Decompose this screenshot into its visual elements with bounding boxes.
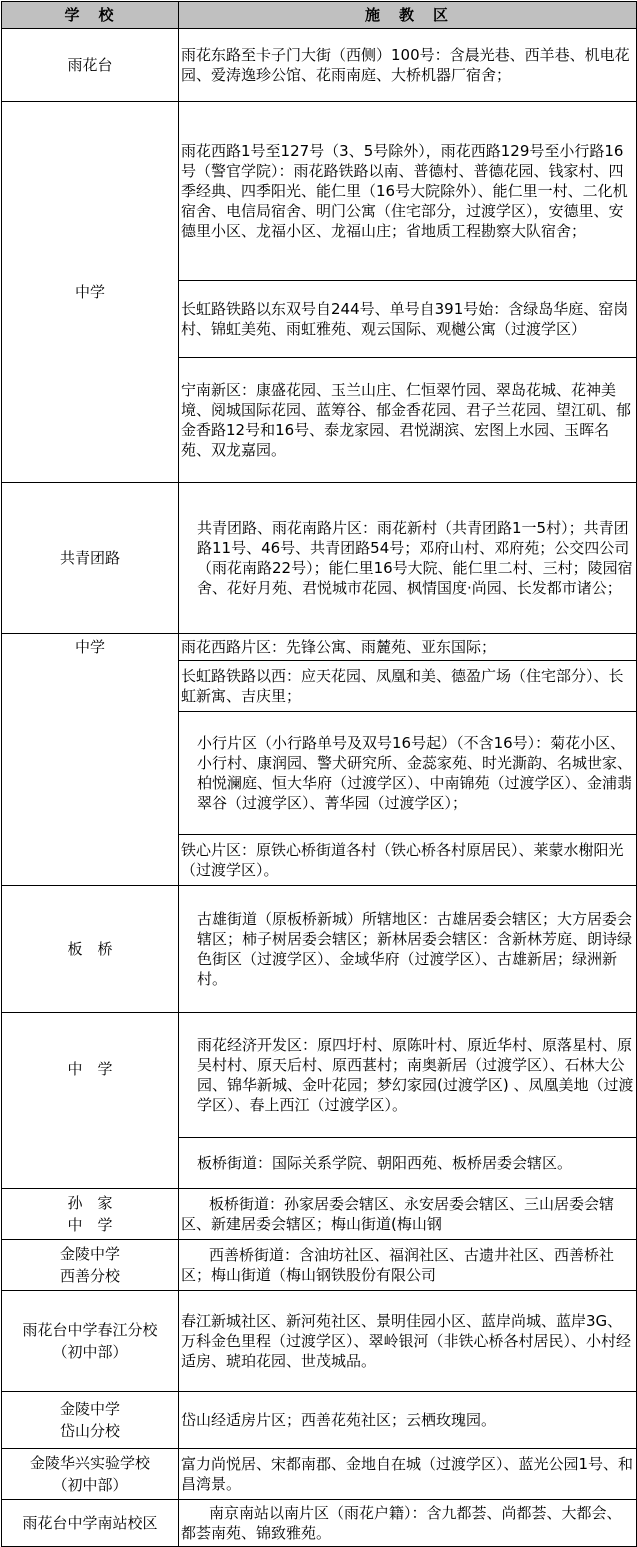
zone-cell: 雨花东路至卡子门大街（西侧）100号：含晨光巷、西羊巷、机电花园、爱涛逸珍公馆、花雨南庭、大桥机器厂宿舍；	[179, 29, 637, 102]
school-name-line: 岱山分校	[59, 1422, 120, 1440]
table-row	[2, 483, 637, 634]
zone-cell: 雨花经济开发区：原四圩村、原陈叶村、原近华村、原落星村、原吴村村、原天后村、原西葚村；南奥新居（过渡学区）、石林大公园、锦华新城、金叶花园；梦幻家园(过渡学区) 、凤凰美地（过渡学区）、春上西江（过渡学区）。	[179, 1013, 637, 1138]
school-name-line: 西善分校	[59, 1267, 120, 1285]
school-cell: 共青团路	[2, 483, 179, 634]
school-name-line: 中 学	[67, 1216, 113, 1234]
school-name-line: 雨花台中学春江分校	[22, 1321, 158, 1339]
school-name-line: 金陵华兴实验学校	[29, 1454, 150, 1472]
table-row	[2, 886, 637, 1013]
zone-cell: 长虹路铁路以东双号自244号、单号自391号始：含绿岛华庭、窑岗村、锦虹美苑、雨虹雅苑、观云国际、观樾公寓（过渡学区）	[179, 281, 637, 358]
table-row	[2, 1189, 637, 1240]
zone-cell: 板桥街道：国际关系学院、朝阳西苑、板桥居委会辖区。	[179, 1138, 637, 1189]
table-row	[2, 1291, 637, 1392]
zone-cell: 古雄街道（原板桥新城）所辖地区：古雄居委会辖区；大方居委会辖区；柿子树居委会辖区；新林居委会辖区：含新林芳庭、朗诗绿色街区（过渡学区）、金域华府（过渡学区）、古雄新居；绿洲新村。	[179, 886, 637, 1013]
school-cell	[2, 1392, 179, 1449]
school-cell	[2, 1189, 179, 1240]
school-cell: 雨花台中学南站校区	[2, 1500, 179, 1547]
table-row	[2, 29, 637, 102]
zone-cell: 春江新城社区、新河苑社区、景明佳园小区、蓝岸尚城、蓝岸3G、万科金色里程（过渡学区）、翠岭银河（非铁心桥各村居民）、小村经适房、琥珀花园、世茂城品。	[179, 1291, 637, 1392]
school-name-line: （初中部）	[52, 1476, 128, 1494]
table-row	[2, 102, 637, 281]
school-name-line: 孙 家	[67, 1194, 113, 1212]
table-row	[2, 1500, 637, 1547]
zone-cell: 富力尚悦居、宋都南郡、金地自在城（过渡学区）、蓝光公园1号、和昌湾景。	[179, 1449, 637, 1500]
zone-cell: 雨花西路1号至127号（3、5号除外），雨花西路129号至小行路16号（警官学院）：雨花路铁路以南、普德村、普德花园、钱家村、四季经典、四季阳光、能仁里（16号大院除外）、能仁里一村、二化机宿舍、电信局宿舍、明门公寓（住宅部分，过渡学区），安德里、安德里小区、龙福小区、龙福山庄；省地质工程勘察大队宿舍；	[179, 102, 637, 281]
attendance-zone-table	[1, 1, 637, 1547]
school-name-line: 金陵中学	[59, 1400, 120, 1418]
zone-cell: 南京南站以南片区（雨花户籍）：含九都荟、尚都荟、大都会、都荟南苑、锦致雅苑。	[179, 1500, 637, 1547]
table-row	[2, 634, 637, 661]
header-zone: 施 教 区	[179, 2, 637, 29]
school-cell: 板 桥	[2, 886, 179, 1013]
school-cell	[2, 1449, 179, 1500]
table-row	[2, 1013, 637, 1138]
zone-cell: 雨花西路片区：先锋公寓、雨麓苑、亚东国际；	[179, 634, 637, 661]
school-cell: 中学	[2, 102, 179, 483]
zone-cell: 共青团路、雨花南路片区：雨花新村（共青团路1一5村）；共青团路11号、46号、共青团路54号；邓府山村、邓府苑；公交四公司（雨花南路22号）；能仁里16号大院、能仁里二村、三村；陵园宿舍、花好月苑、君悦城市花园、枫情国度·尚园、长发都市诸公；	[179, 483, 637, 634]
school-name-line: 金陵中学	[59, 1245, 120, 1263]
school-cell: 中学	[2, 634, 179, 886]
zone-cell: 岱山经适房片区；西善花苑社区；云栖玫瑰园。	[179, 1392, 637, 1449]
zone-cell: 板桥街道：孙家居委会辖区、永安居委会辖区、三山居委会辖区、新建居委会辖区；梅山街道(梅山钢	[179, 1189, 637, 1240]
zone-cell: 长虹路铁路以西：应天花园、凤凰和美、德盈广场（住宅部分）、长虹新寓、吉庆里；	[179, 661, 637, 712]
header-row	[2, 2, 637, 29]
school-cell	[2, 1291, 179, 1392]
table-row	[2, 1392, 637, 1449]
zone-cell: 西善桥街道：含油坊社区、福润社区、古遗井社区、西善桥社区；梅山街道（梅山钢铁股份有限公司	[179, 1240, 637, 1291]
school-cell: 雨花台	[2, 29, 179, 102]
zone-cell: 宁南新区：康盛花园、玉兰山庄、仁恒翠竹园、翠岛花城、花神美境、阅城国际花园、蓝筹谷、郁金香花园、君子兰花园、望江矶、郁金香路12号和16号、泰龙家园、君悦湖滨、宏图上水园、玉晖名苑、双龙嘉园。	[179, 358, 637, 483]
school-cell	[2, 1240, 179, 1291]
table-row	[2, 1240, 637, 1291]
school-cell: 中 学	[2, 1013, 179, 1189]
zone-cell: 铁心片区：原铁心桥街道各村（铁心桥各村原居民）、莱蒙水榭阳光（过渡学区）。	[179, 835, 637, 886]
school-name-line: （初中部）	[52, 1343, 128, 1361]
table-row	[2, 1449, 637, 1500]
zone-cell: 小行片区（小行路单号及双号16号起）（不含16号）：菊花小区、小行村、康润园、警犬研究所、金蕊家苑、时光澌韵、名城世家、柏悦澜庭、恒大华府（过渡学区）、中南锦苑（过渡学区）、金浦翡翠谷（过渡学区）、菁华园（过渡学区）；	[179, 712, 637, 835]
header-school: 学 校	[2, 2, 179, 29]
